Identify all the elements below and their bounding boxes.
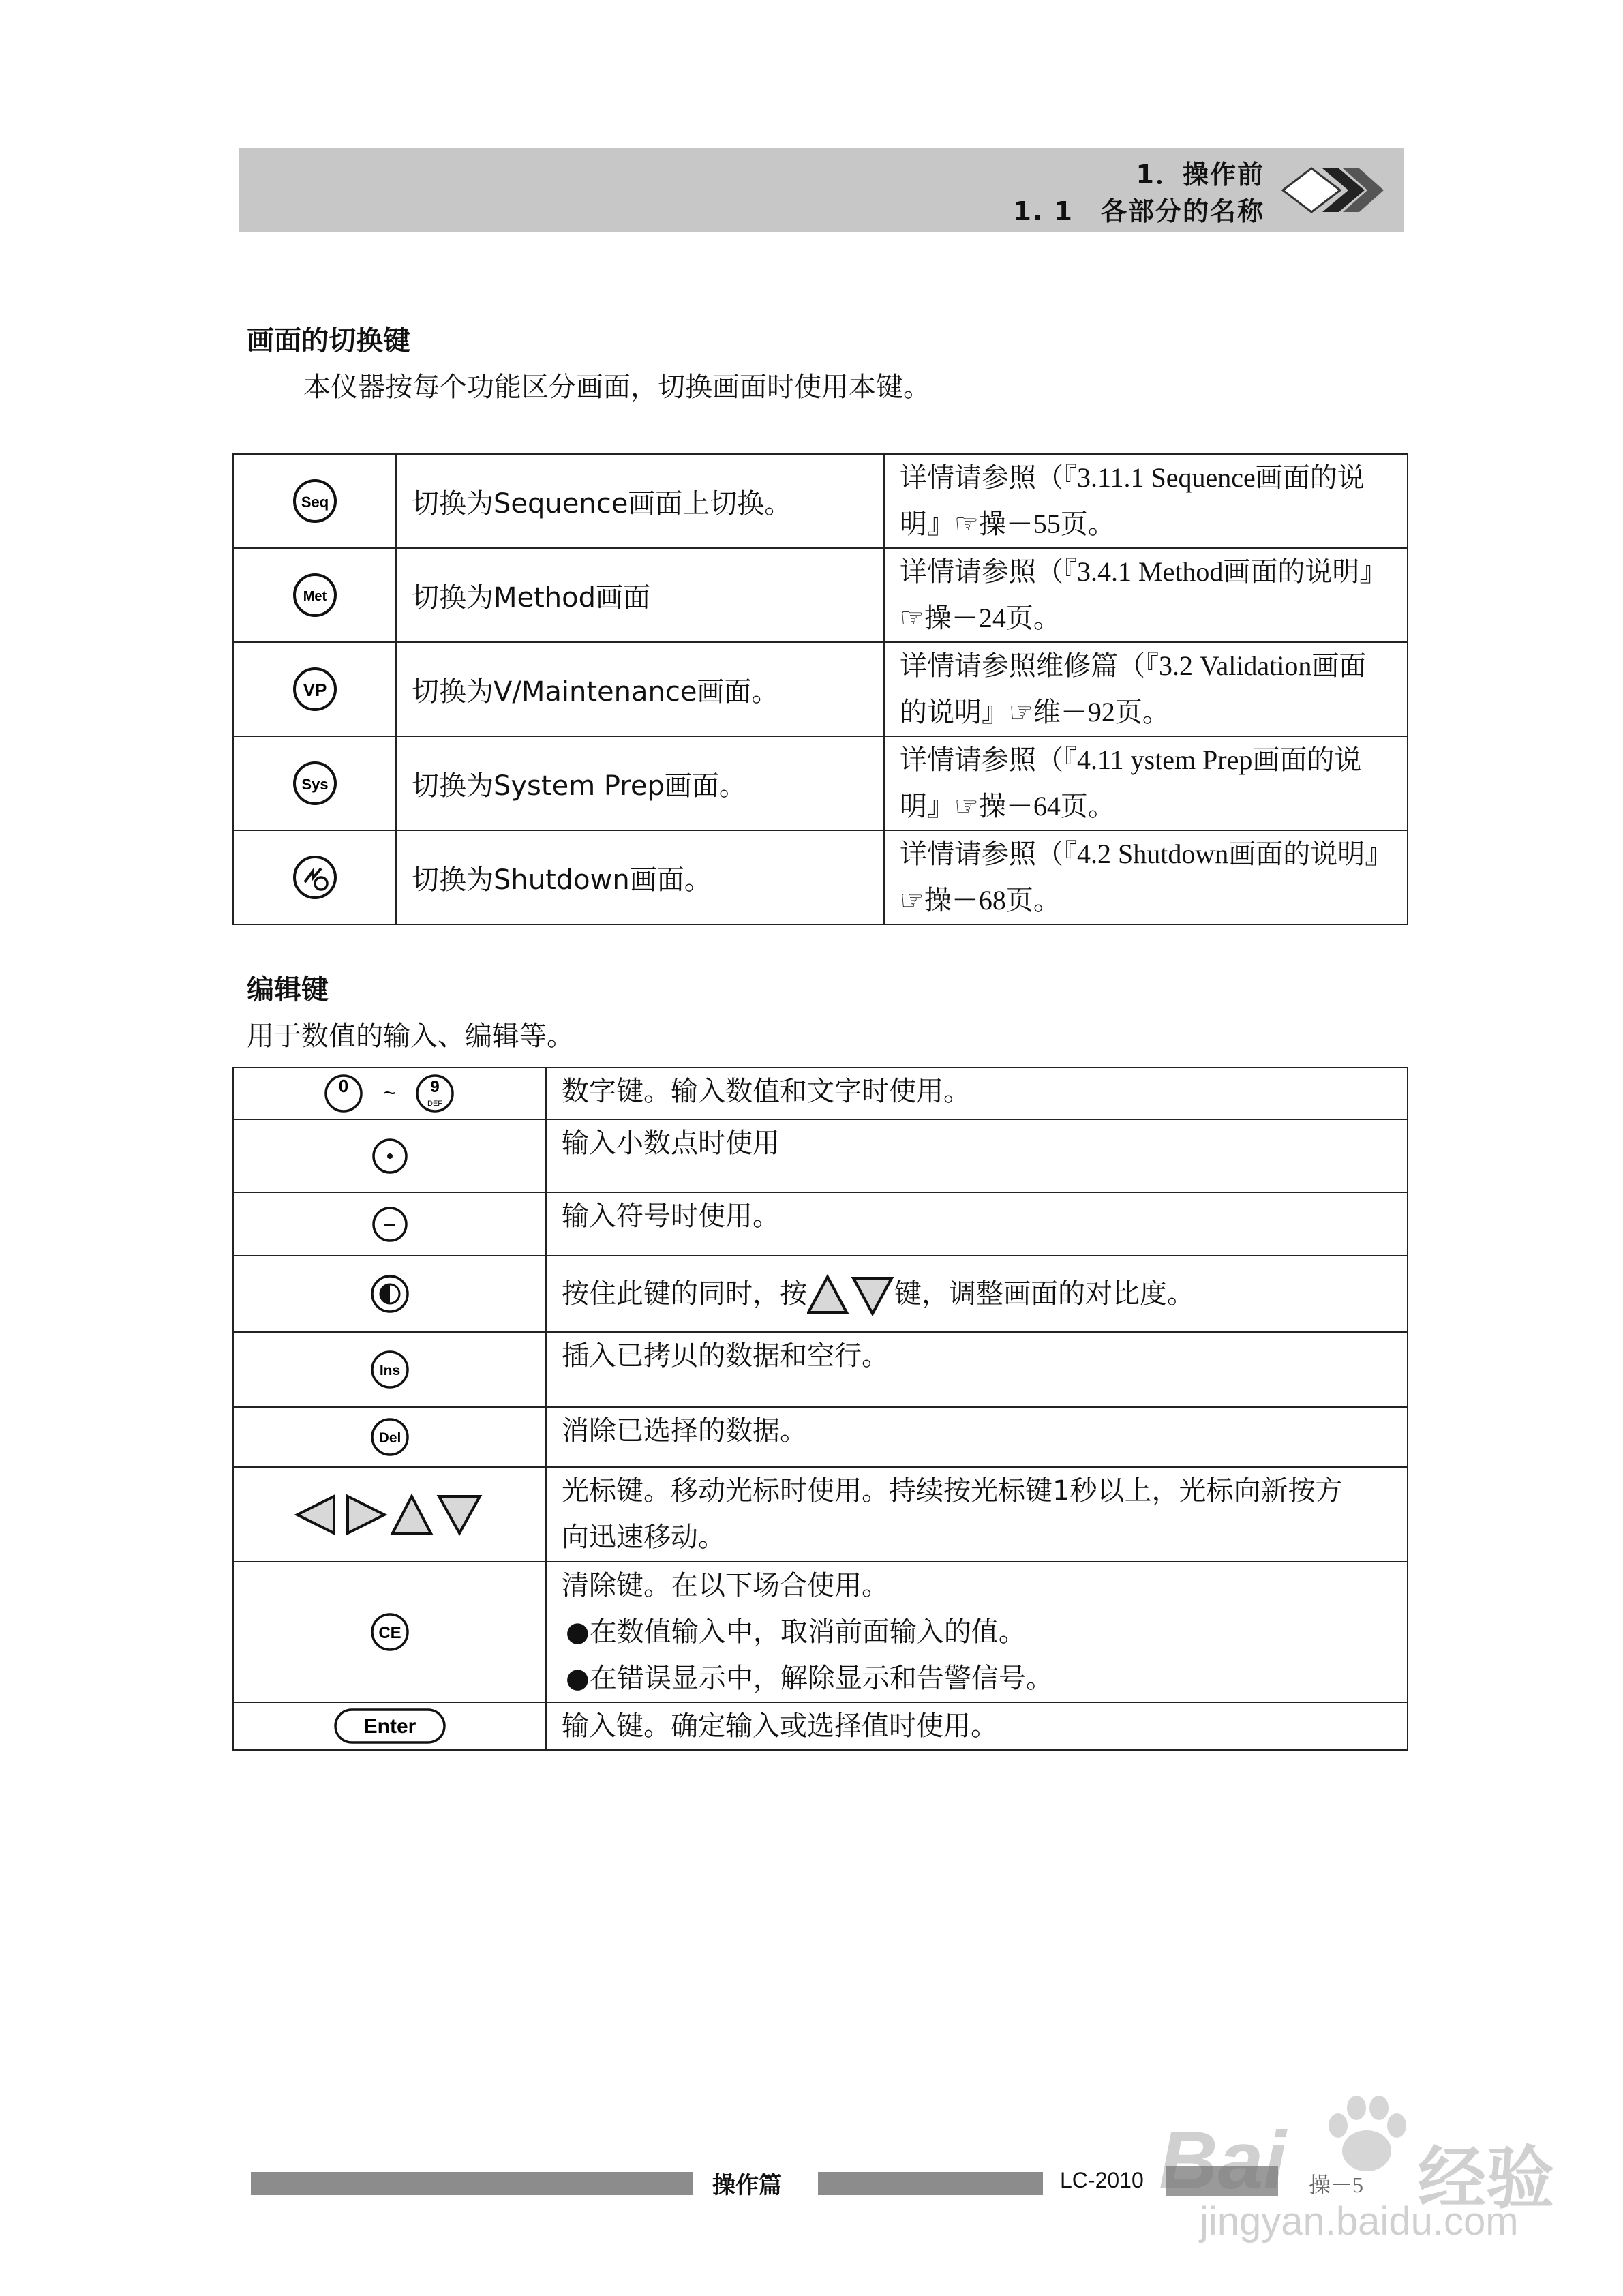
key-cell: [233, 642, 396, 736]
edit-keys-title: 编辑键: [247, 974, 329, 1006]
key-cell: [233, 454, 396, 548]
description-cell: [546, 1256, 1408, 1332]
vp-key-icon: [292, 667, 337, 712]
key-cell: [233, 548, 396, 642]
description-line: 光标键。移动光标时使用。持续按光标键1秒以上，光标向新按方: [562, 1475, 1343, 1507]
key-cell: [233, 1562, 546, 1702]
footer-bar: [251, 2172, 693, 2195]
table-row: [233, 1407, 1408, 1467]
sys-key-label: Sys: [301, 776, 329, 793]
screen-keys-title: 画面的切换键: [247, 325, 410, 357]
action-cell: 切换为System Prep画面。: [396, 736, 884, 830]
description-cell: [546, 1407, 1408, 1467]
reference-cell: [884, 642, 1408, 736]
table-row: [233, 1467, 1408, 1562]
description-line: 向迅速移动。: [562, 1522, 725, 1553]
key-cell: [233, 1332, 546, 1407]
digit-nine-sublabel: DEF: [427, 1100, 442, 1108]
description-cell: [546, 1562, 1408, 1702]
enter-key-label: Enter: [363, 1715, 416, 1738]
table-row: [233, 454, 1408, 548]
edit-keys-intro: 用于数值的输入、编辑等。: [247, 1021, 574, 1052]
action-cell: 切换为Sequence画面上切换。: [396, 454, 884, 548]
table-row: [233, 1332, 1408, 1407]
description-line: 数字键。输入数值和文字时使用。: [562, 1076, 971, 1107]
table-row: [233, 1192, 1408, 1256]
key-cell: [233, 830, 396, 924]
delete-key-icon: [369, 1416, 411, 1458]
shutdown-key-icon: [292, 855, 337, 900]
table-row: [233, 1068, 1408, 1119]
footer-label: 操作篇: [712, 2172, 782, 2199]
sys-key-icon: [292, 761, 337, 806]
screen-keys-table: [232, 453, 1408, 925]
watermark-brand: Bai: [1159, 2115, 1286, 2206]
description-cell: [546, 1702, 1408, 1750]
chapter-title: 1．操作前: [1136, 160, 1264, 190]
action-cell: 切换为V/Maintenance画面。: [396, 642, 884, 736]
reference-line: 的说明』☞维－92页。: [900, 697, 1170, 727]
watermark-brand-2: 经验: [1418, 2141, 1554, 2217]
vp-key-label: VP: [303, 680, 327, 700]
clear-key-label: CE: [378, 1624, 401, 1642]
description-line: 输入键。确定输入或选择值时使用。: [562, 1710, 998, 1742]
double-arrow-icon: [1262, 162, 1385, 219]
section-title: 1. 1 各部分的名称: [1013, 196, 1264, 226]
reference-cell: [884, 830, 1408, 924]
table-row: [233, 548, 1408, 642]
edit-keys-table: [232, 1067, 1408, 1751]
digit-zero-label: 0: [338, 1076, 348, 1096]
description-cell: [546, 1119, 1408, 1192]
description-cell: [546, 1467, 1408, 1562]
tilde-label: ~: [383, 1081, 396, 1105]
reference-cell: [884, 454, 1408, 548]
table-row: [233, 1702, 1408, 1750]
reference-line: ☞操－68页。: [900, 885, 1061, 916]
header-banner: [239, 148, 1404, 232]
table-row: [233, 642, 1408, 736]
description-line: 键，调整画面的对比度。: [894, 1278, 1194, 1310]
key-cell: [233, 736, 396, 830]
enter-key-icon: [333, 1707, 446, 1745]
cursor-keys-icon: [294, 1491, 485, 1539]
insert-key-icon: [369, 1348, 411, 1391]
reference-line: 明』☞操－55页。: [900, 509, 1115, 539]
table-row: [233, 736, 1408, 830]
delete-key-label: Del: [378, 1430, 401, 1446]
reference-line: ☞操－24页。: [900, 603, 1061, 633]
digit-nine-label: 9: [429, 1078, 440, 1096]
up-down-arrow-icon: [807, 1274, 894, 1316]
key-cell: [233, 1068, 546, 1119]
screen-keys-intro: 本仪器按每个功能区分画面，切换画面时使用本键。: [303, 372, 930, 403]
reference-line: 详情请参照维修篇（『3.2 Validation画面: [900, 650, 1367, 681]
table-row: [233, 1256, 1408, 1332]
reference-cell: [884, 736, 1408, 830]
action-cell: 切换为Method画面: [396, 548, 884, 642]
description-cell: [546, 1192, 1408, 1256]
key-cell: [233, 1192, 546, 1256]
seq-key-icon: [292, 479, 337, 524]
action-cell: 切换为Shutdown画面。: [396, 830, 884, 924]
digit-keys-icon: [322, 1072, 458, 1115]
description-line: 按住此键的同时，按: [562, 1278, 807, 1310]
key-cell: [233, 1467, 546, 1562]
key-cell: [233, 1119, 546, 1192]
key-cell: [233, 1702, 546, 1750]
description-bullet: ●在错误显示中，解除显示和告警信号。: [566, 1663, 1053, 1694]
contrast-key-icon: [368, 1272, 412, 1316]
reference-line: 详情请参照（『4.11 ystem Prep画面的说: [900, 744, 1362, 775]
table-row: [233, 1562, 1408, 1702]
reference-line: 详情请参照（『4.2 Shutdown画面的说明』: [900, 839, 1393, 869]
page-number: 操－5: [1309, 2173, 1364, 2197]
description-line: 消除已选择的数据。: [562, 1415, 807, 1447]
table-row: [233, 1119, 1408, 1192]
paw-logo-icon: [1319, 2086, 1414, 2181]
minus-key-icon: [369, 1204, 410, 1245]
reference-line: 明』☞操－64页。: [900, 791, 1115, 821]
key-cell: [233, 1407, 546, 1467]
description-line: 输入符号时使用。: [562, 1200, 780, 1232]
clear-key-icon: [369, 1611, 411, 1653]
reference-line: 详情请参照（『3.4.1 Method画面的说明』: [900, 556, 1387, 587]
description-line: 清除键。在以下场合使用。: [562, 1570, 889, 1601]
decimal-point-key-icon: [369, 1136, 410, 1177]
method-key-label: Met: [303, 589, 327, 604]
watermark-url: jingyan.baidu.com: [1200, 2199, 1519, 2244]
description-line: 插入已拷贝的数据和空行。: [562, 1340, 889, 1372]
key-cell: [233, 1256, 546, 1332]
description-cell: [546, 1068, 1408, 1119]
insert-key-label: Ins: [379, 1363, 400, 1378]
table-row: [233, 830, 1408, 924]
method-key-icon: [292, 573, 337, 618]
footer-bar: [818, 2172, 1043, 2195]
description-bullet: ●在数值输入中，取消前面输入的值。: [566, 1616, 1026, 1648]
description-line: 输入小数点时使用: [562, 1128, 780, 1159]
seq-key-label: Seq: [301, 494, 329, 511]
description-cell: [546, 1332, 1408, 1407]
footer-model: LC-2010: [1060, 2168, 1144, 2192]
reference-cell: [884, 548, 1408, 642]
reference-line: 详情请参照（『3.11.1 Sequence画面的说: [900, 462, 1365, 493]
